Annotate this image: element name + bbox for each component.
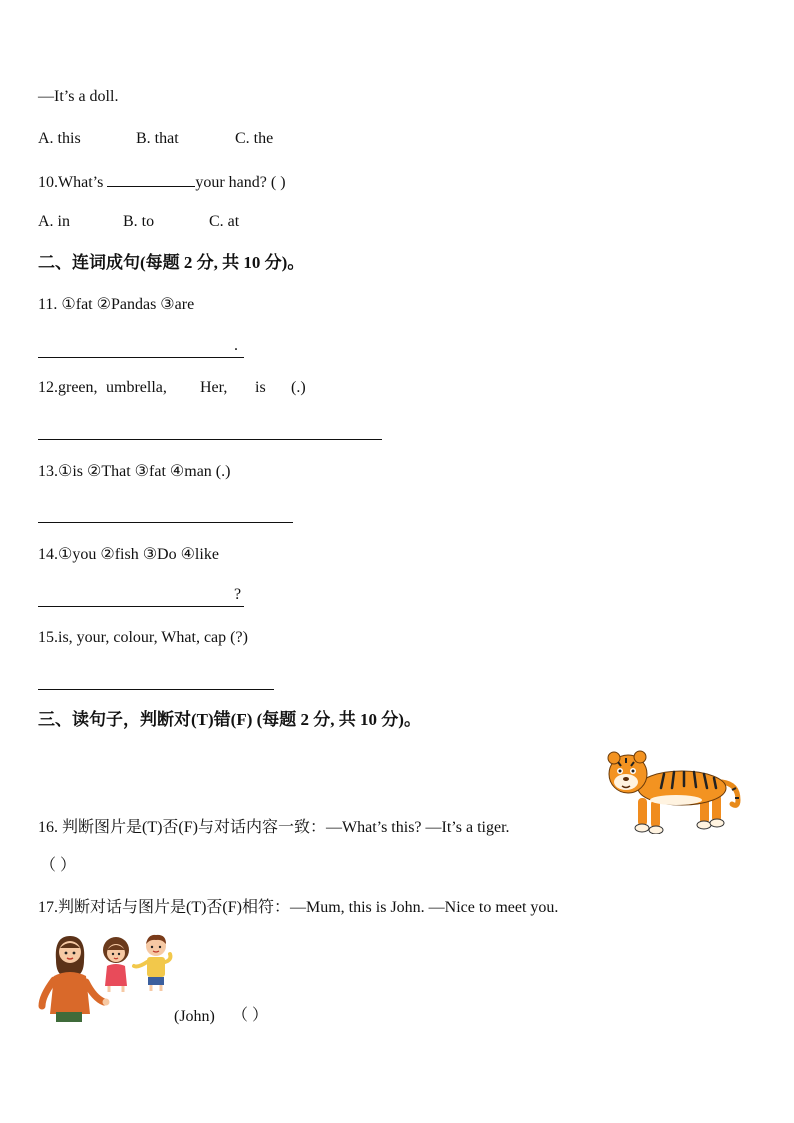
- q9-option-b: B. that: [136, 130, 179, 147]
- q9-option-a: A. this: [38, 130, 81, 147]
- q10-option-a: A. in: [38, 213, 70, 230]
- section-2-title: 二、连词成句(每题 2 分, 共 10 分)。: [38, 253, 305, 272]
- q10-blank[interactable]: [107, 170, 195, 187]
- q13-text: 13.①is ②That ③fat ④man (.): [38, 463, 231, 480]
- q11-text: 11. ①fat ②Pandas ③are: [38, 296, 195, 313]
- q12-word-1: 12.green,: [38, 379, 98, 396]
- q10-question: [38, 170, 286, 193]
- q10-option-b: B. to: [123, 213, 155, 230]
- q14-answer-line[interactable]: [38, 586, 244, 607]
- q10-options: [38, 212, 239, 232]
- q16-answer-paren[interactable]: （ ）: [40, 857, 77, 874]
- q12-word-5: (.): [291, 379, 306, 396]
- q11-period: .: [234, 337, 238, 354]
- q11-answer-line[interactable]: [38, 337, 244, 358]
- q12-word-4: is: [255, 379, 266, 396]
- q12-text: [38, 378, 306, 398]
- q10-suffix: your hand? ( ): [195, 174, 286, 191]
- q15-text: 15.is, your, colour, What, cap (?): [38, 629, 248, 646]
- q9-options: [38, 129, 273, 149]
- q14-question-mark: ?: [234, 586, 242, 603]
- q17-caption: (John): [174, 1008, 215, 1025]
- q16-text: 16. 判断图片是(T)否(F)与对话内容一致：—What’s this? —It’s a tiger.: [38, 819, 510, 836]
- tiger-illustration-icon: [604, 746, 746, 834]
- q10-prefix: 10.What’s: [38, 174, 108, 191]
- q13-answer-line[interactable]: [38, 502, 293, 523]
- q17-text: 17.判断对话与图片是(T)否(F)相符：—Mum, this is John. —Nice to meet you.: [38, 899, 559, 916]
- q12-word-3: Her,: [200, 379, 228, 396]
- q9-option-c: C. the: [235, 130, 274, 147]
- q15-answer-line[interactable]: [38, 669, 274, 690]
- family-illustration-icon: [36, 930, 178, 1024]
- q12-answer-line[interactable]: [38, 419, 382, 440]
- q17-answer-paren[interactable]: （ ）: [232, 1007, 269, 1024]
- q12-word-2: umbrella,: [106, 379, 167, 396]
- q10-option-c: C. at: [209, 213, 240, 230]
- section-3-title: 三、读句子，判断对(T)错(F) (每题 2 分, 共 10 分)。: [38, 710, 421, 729]
- q14-text: 14.①you ②fish ③Do ④like: [38, 546, 219, 563]
- q9-answer-line: —It’s a doll.: [38, 88, 119, 105]
